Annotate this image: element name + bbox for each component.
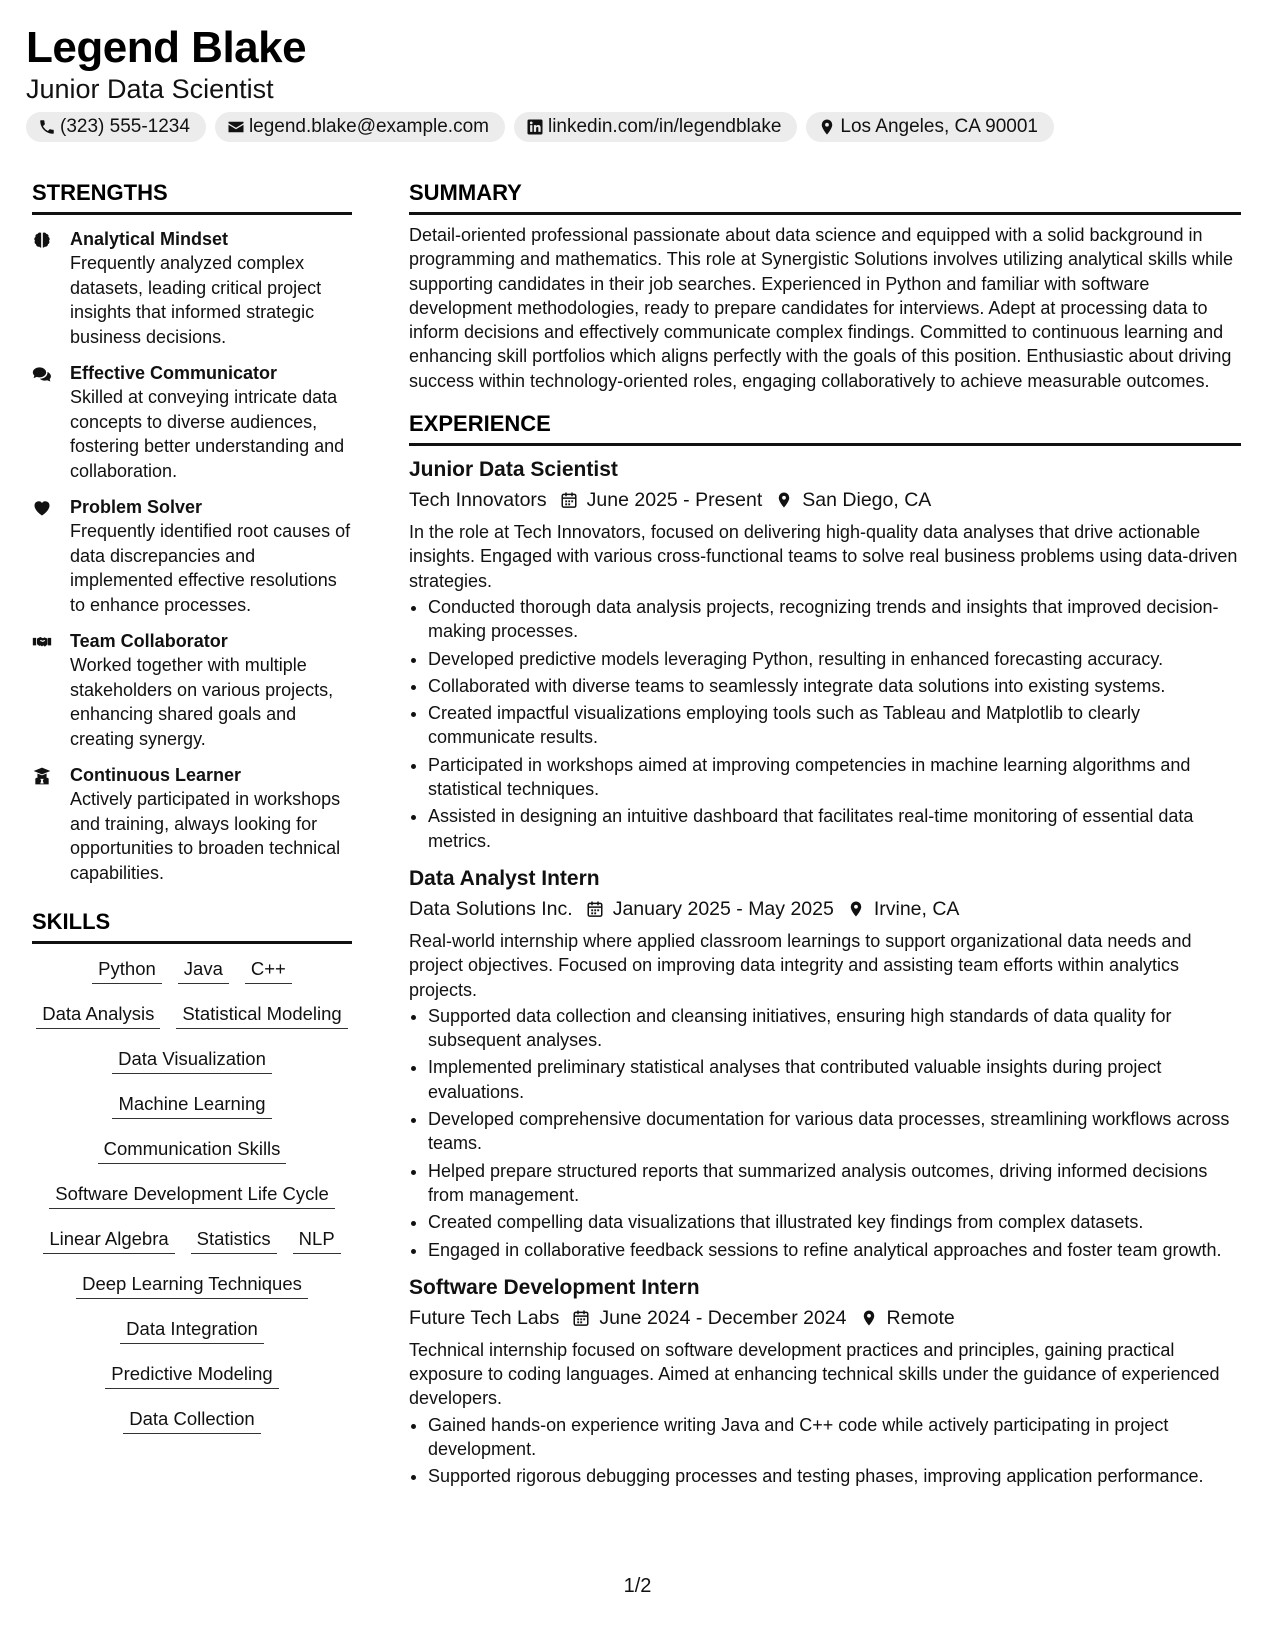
- location-text: Los Angeles, CA 90001: [840, 116, 1038, 137]
- job-bullet: • Helped prepare structured reports that summarized analysis outcomes, driving informed decisions from management.: [428, 1159, 1241, 1208]
- job-location: San Diego, CA: [802, 489, 932, 512]
- summary-heading: SUMMARY: [409, 178, 1241, 215]
- skill-chip: Machine Learning: [112, 1093, 271, 1119]
- job-description: In the role at Tech Innovators, focused on delivering high-quality data analyses that drive actionable insights. Engaged with various cross-functional teams to solve real business problems using data-driven strategies.: [409, 522, 1238, 591]
- job-location: Irvine, CA: [873, 897, 960, 920]
- skill-chip: Linear Algebra: [43, 1228, 174, 1254]
- job-dates: January 2025 - May 2025: [612, 897, 834, 920]
- email-text: legend.blake@example.com: [248, 116, 489, 137]
- calendar-icon: [586, 900, 604, 918]
- resume-header: [26, 22, 1246, 142]
- phone-text: (323) 555-1234: [60, 116, 190, 137]
- skill-chip: Communication Skills: [98, 1138, 287, 1164]
- company-name: Data Solutions Inc.: [409, 897, 573, 920]
- page-number: 1/2: [623, 1575, 652, 1597]
- experience-heading: EXPERIENCE: [409, 409, 1241, 446]
- company-name: Tech Innovators: [409, 489, 547, 512]
- company-name: Future Tech Labs: [409, 1306, 560, 1329]
- linkedin-icon: [526, 118, 544, 136]
- contact-email[interactable]: [215, 112, 505, 142]
- job-bullet: • Supported data collection and cleansing initiatives, ensuring high standards of data quality for subsequent analyses.: [428, 1004, 1241, 1053]
- job-dates: June 2024 - December 2024: [599, 1306, 847, 1329]
- job-description: Real-world internship where applied classroom learnings to support organizational data needs and project objectives. Focused on improving data integrity and assisting team efforts within analytics projects.: [409, 930, 1192, 1000]
- skill-chip: Statistics: [191, 1228, 277, 1254]
- map-pin-icon: [775, 491, 793, 509]
- strength-title: Analytical Mindset: [70, 229, 229, 249]
- job-meta: [409, 1304, 1241, 1332]
- strength-title: Problem Solver: [70, 497, 203, 517]
- comments-icon: [32, 364, 52, 384]
- job-meta: [409, 486, 1241, 514]
- strength-item: [32, 227, 352, 349]
- skill-chip: Java: [178, 958, 229, 984]
- skill-chip: NLP: [293, 1228, 341, 1254]
- skill-chip: Python: [92, 958, 162, 984]
- job-bullets: [409, 1004, 1241, 1262]
- strength-description: Worked together with multiple stakeholders on various projects, enhancing shared goals and creating synergy.: [70, 655, 334, 749]
- strength-description: Frequently identified root causes of data discrepancies and implemented effective resolutions to enhance processes.: [70, 521, 351, 615]
- skill-chip: Statistical Modeling: [176, 1003, 347, 1029]
- strength-item: [32, 361, 352, 483]
- calendar-icon: [572, 1309, 590, 1327]
- job-bullet: • Created impactful visualizations employing tools such as Tableau and Matplotlib to clearly communicate results.: [428, 701, 1241, 750]
- contact-linkedin[interactable]: [514, 112, 797, 142]
- map-pin-icon: [818, 118, 836, 136]
- job-bullet: • Assisted in designing an intuitive dashboard that facilitates real-time monitoring of essential data metrics.: [428, 804, 1241, 853]
- job-location: Remote: [886, 1306, 955, 1329]
- job-bullet: • Gained hands-on experience writing Java and C++ code while actively participating in project development.: [428, 1413, 1241, 1462]
- summary-text: Detail-oriented professional passionate about data science and equipped with a solid background in programming and mathematics. This role at Synergistic Solutions involves utilizing analytical skills while supporting candidates in their job searches. Experienced in Python and familiar with software development methodologies, ready to prepare candidates for interviews. Adept at processing data to inform decisions and effectively communicate complex findings. Committed to continuous learning and enhancing skill portfolios which aligns perfectly with the goals of this position. Enthusiastic about driving success within technology-oriented roles, engaging collaboratively to achieve measurable outcomes.: [409, 225, 1234, 391]
- strength-title: Team Collaborator: [70, 631, 228, 651]
- strength-title: Continuous Learner: [70, 765, 242, 785]
- candidate-title: Junior Data Scientist: [26, 74, 274, 104]
- skill-chip: Data Analysis: [36, 1003, 160, 1029]
- job-dates: June 2025 - Present: [586, 489, 763, 512]
- strength-item: [32, 629, 352, 751]
- skills-list: [32, 958, 352, 1434]
- job-title: Software Development Intern: [409, 1275, 700, 1299]
- job-bullet: • Participated in workshops aimed at improving competencies in machine learning algorithms and statistical techniques.: [428, 753, 1241, 802]
- job-entry: [409, 1274, 1241, 1489]
- job-description: Technical internship focused on software development practices and principles, gaining practical exposure to coding languages. Aimed at enhancing technical skills under the guidance of experienced developers.: [409, 1339, 1220, 1409]
- job-bullet: • Engaged in collaborative feedback sessions to refine analytical approaches and foster team growth.: [428, 1238, 1241, 1262]
- job-bullets: [409, 595, 1241, 853]
- skill-chip: C++: [245, 958, 292, 984]
- job-meta: [409, 895, 1241, 923]
- phone-icon: [38, 118, 56, 136]
- map-pin-icon: [860, 1309, 878, 1327]
- job-entry: [409, 456, 1241, 853]
- contact-location: [806, 112, 1054, 142]
- job-bullet: • Collaborated with diverse teams to seamlessly integrate data solutions into existing systems.: [428, 674, 1241, 698]
- job-bullets: [409, 1413, 1241, 1489]
- left-column: [32, 178, 352, 1434]
- map-pin-icon: [847, 900, 865, 918]
- graduate-icon: [32, 766, 52, 786]
- skill-chip: Data Integration: [120, 1318, 264, 1344]
- skill-chip: Data Visualization: [112, 1048, 272, 1074]
- strengths-heading: STRENGTHS: [32, 178, 352, 215]
- linkedin-text: linkedin.com/in/legendblake: [547, 116, 782, 137]
- skills-heading: SKILLS: [32, 907, 352, 944]
- strength-title: Effective Communicator: [70, 363, 278, 383]
- job-bullet: • Supported rigorous debugging processes and testing phases, improving application performance.: [428, 1464, 1241, 1488]
- skill-chip: Deep Learning Techniques: [76, 1273, 308, 1299]
- right-column: [409, 178, 1241, 1492]
- envelope-icon: [227, 118, 245, 136]
- strength-item: [32, 763, 352, 885]
- brain-icon: [32, 230, 52, 250]
- candidate-name: Legend Blake: [26, 23, 307, 72]
- strength-description: Actively participated in workshops and training, always looking for opportunities to broaden technical capabilities.: [70, 789, 341, 883]
- skill-chip: Software Development Life Cycle: [49, 1183, 335, 1209]
- skill-chip: Predictive Modeling: [105, 1363, 278, 1389]
- strength-item: [32, 495, 352, 617]
- job-bullet: • Developed predictive models leveraging Python, resulting in enhanced forecasting accuracy.: [428, 647, 1241, 671]
- contact-bar: [26, 112, 1246, 142]
- job-bullet: • Implemented preliminary statistical analyses that contributed valuable insights during project evaluations.: [428, 1055, 1241, 1104]
- job-title: Data Analyst Intern: [409, 866, 600, 890]
- calendar-icon: [560, 491, 578, 509]
- heart-icon: [32, 498, 52, 518]
- job-bullet: • Created compelling data visualizations that illustrated key findings from complex datasets.: [428, 1210, 1241, 1234]
- job-bullet: • Developed comprehensive documentation for various data processes, streamlining workflows across teams.: [428, 1107, 1241, 1156]
- contact-phone[interactable]: [26, 112, 206, 142]
- job-title: Junior Data Scientist: [409, 458, 618, 482]
- job-bullet: • Conducted thorough data analysis projects, recognizing trends and insights that improved decision-making processes.: [428, 595, 1241, 644]
- strength-description: Frequently analyzed complex datasets, leading critical project insights that informed strategic business decisions.: [70, 253, 322, 347]
- skill-chip: Data Collection: [123, 1408, 260, 1434]
- handshake-icon: [32, 632, 52, 652]
- strength-description: Skilled at conveying intricate data concepts to diverse audiences, fostering better understanding and collaboration.: [70, 387, 345, 481]
- job-entry: [409, 865, 1241, 1262]
